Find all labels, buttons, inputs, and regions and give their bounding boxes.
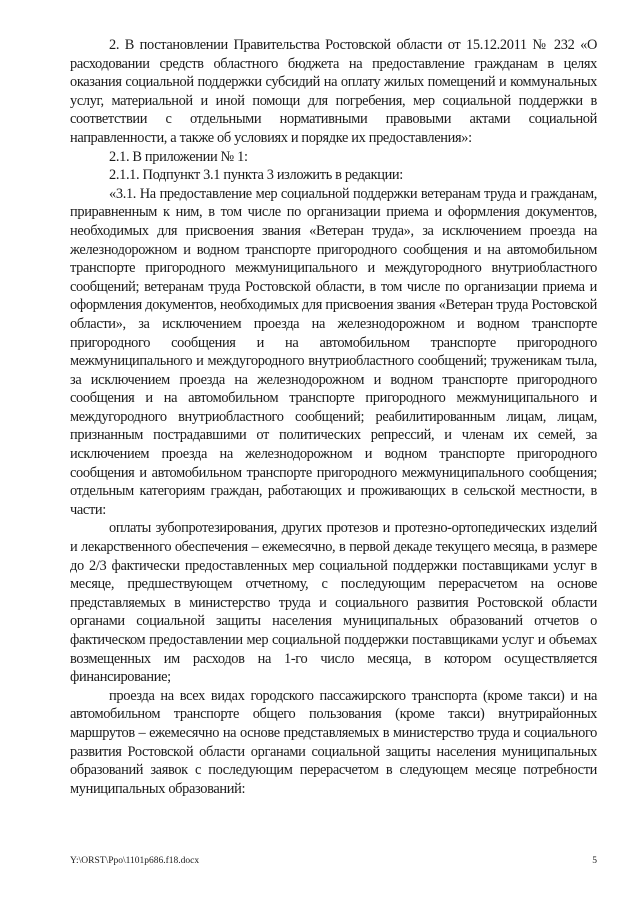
page-number: 5 <box>592 856 597 866</box>
paragraph-transport: проезда на всех видах городского пассажирского транспорта (кроме такси) и на автомобильном транспорте общего пользования (кроме такси) внутрирайонных маршрутов – ежемесячно на основе представляемых в министерство труда и социального развития Ростовской области органами социальной защиты населения муниципальных образований заявок с последующим перерасчетом в следующем месяце потребности муниципальных образований: <box>70 687 597 797</box>
footer-file-path: Y:\ORST\Ppo\1101p686.f18.docx <box>70 856 200 866</box>
paragraph-2: 2. В постановлении Правительства Ростовской области от 15.12.2011 № 232 «О расходовании средств областного бюджета на предоставление гражданам в целях оказания социальной поддержки субсидий на оплату жилых помещений и коммунальных услуг, материальной и иной помощи для погребения, мер социальной поддержки в соответствии с отдельными нормативными правовыми актами социальной направленности, а также об условиях и порядке их предоставления»: <box>70 37 597 146</box>
paragraph-dental: оплаты зубопротезирования, других протезов и протезно-ортопедических изделий и лекарственного обеспечения – ежемесячно, в первой декаде текущего месяца, в размере до 2/3 фактически предоставленных мер социальной поддержки поставщиками услуг в месяце, предшествующем отчетному, с последующим перерасчетом на основе представляемых в министерство труда и социального развития Ростовской области органами социальной защиты населения муниципальных образований отчетов о фактическом предоставлении мер социальной поддержки поставщиками услуг и объемах возмещенных им расходов на 1-го число месяца, в котором осуществляется финансирование; <box>70 520 597 686</box>
document-body <box>70 36 597 798</box>
paragraph-3-1: «3.1. На предоставление мер социальной поддержки ветеранам труда и гражданам, приравненным к ним, в том числе по организации приема и оформления документов, необходимых для присвоения звания «Ветеран труда», за исключением проезда на железнодорожном и водном транспорте пригородного сообщения и на автомобильном транспорте пригородного межмуниципального и междугородного внутриобластного сообщений; ветеранам труда Ростовской области, в том числе по организации приема и оформления документов, необходимых для присвоения звания «Ветеран труда Ростовской области», за исключением проезда на железнодорожном и водном транспорте пригородного сообщения и на автомобильном транспорте пригородного межмуниципального и междугородного внутриобластного сообщений; труженикам тыла, за исключением проезда на железнодорожном и водном транспорте пригородного сообщения и на автомобильном транспорте пригородного межмуниципального и междугородного внутриобластного сообщений; реабилитированным лицам, лицам, признанным пострадавшими от политических репрессий, и членам их семей, за исключением проезда на железнодорожном и водном транспорте пригородного сообщения и автомобильном транспорте пригородного межмуниципального сообщения; отдельным категориям граждан, работающих и проживающих в сельской местности, в части: <box>70 185 597 518</box>
paragraph-2-1: 2.1. В приложении № 1: <box>109 148 248 165</box>
paragraph-2-1-1: 2.1.1. Подпункт 3.1 пункта 3 изложить в редакции: <box>109 167 403 184</box>
page-footer <box>70 856 597 866</box>
